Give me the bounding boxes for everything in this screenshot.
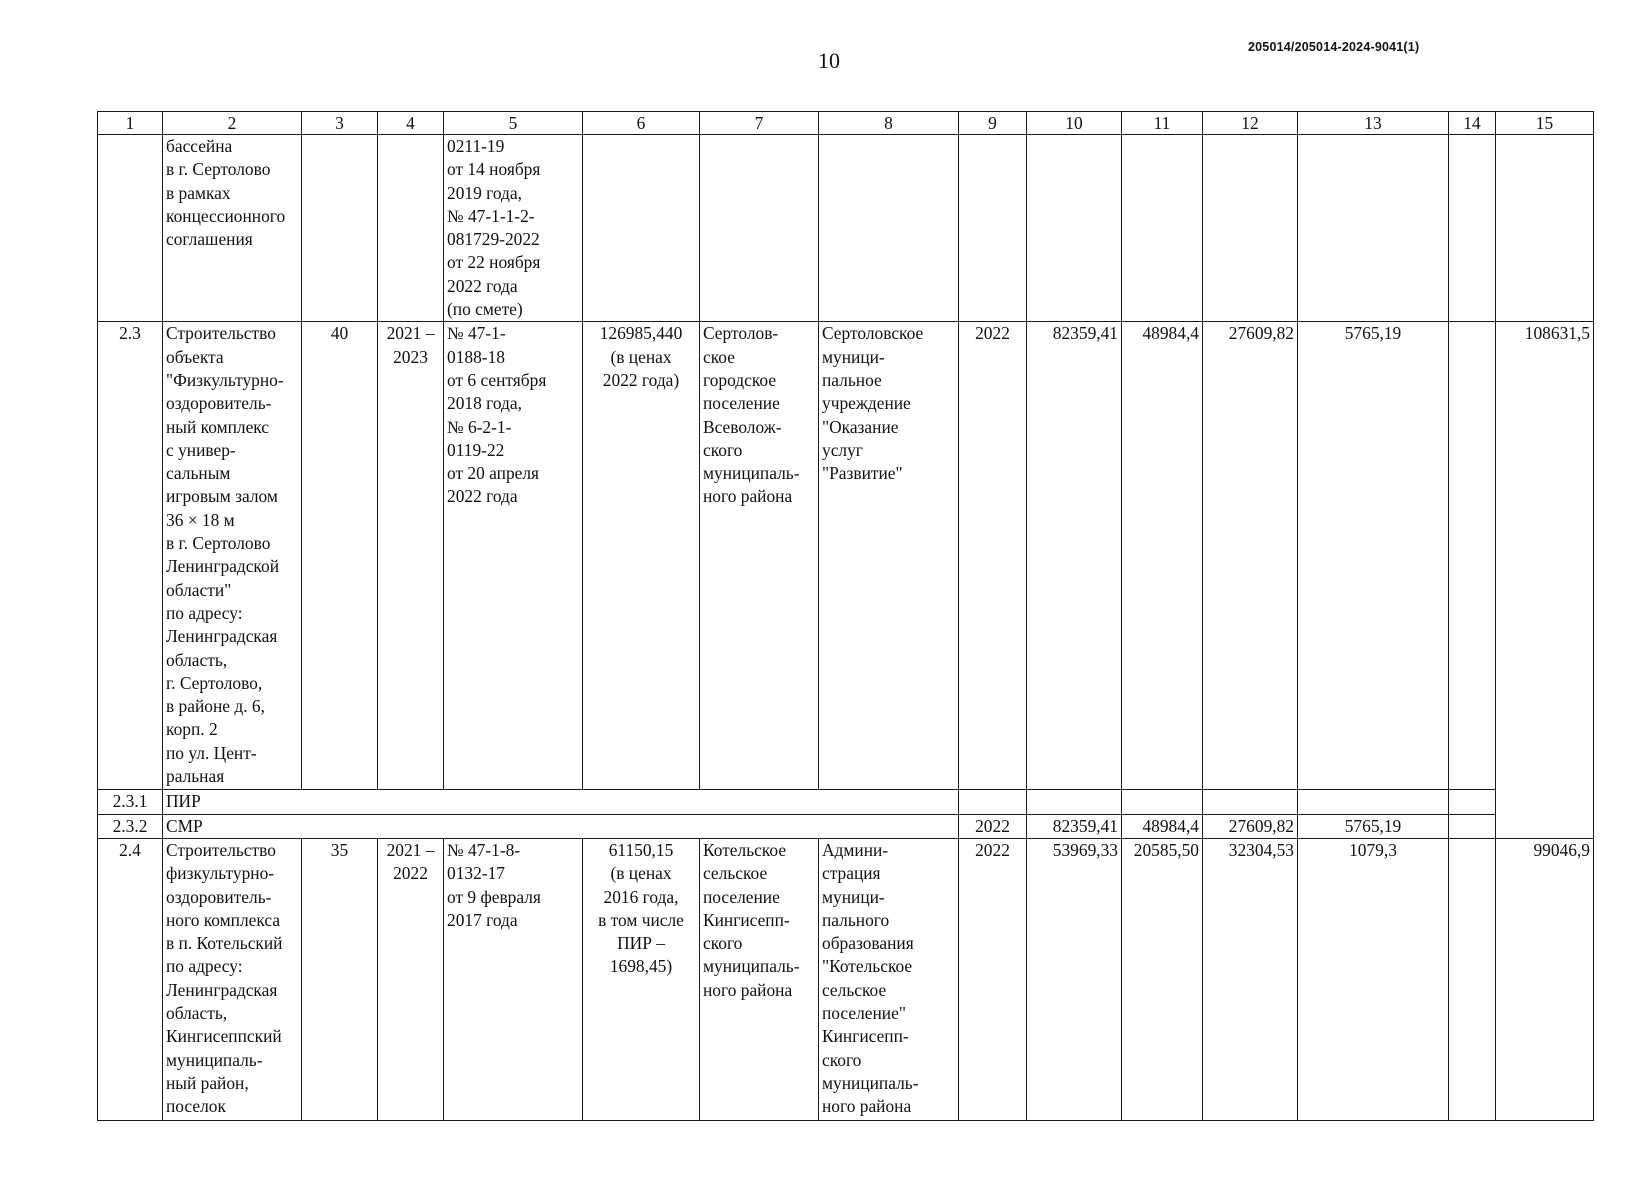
table-cell [819, 135, 959, 322]
column-header: 9 [959, 112, 1027, 135]
estimate-cost-cell: 61150,15 (в ценах 2016 года, в том числе ПИР – 1698,45) [583, 838, 700, 1120]
years-cell: 2021 – 2022 [378, 838, 444, 1120]
table-row-2-3-2 [98, 814, 1594, 838]
table-cell [378, 135, 444, 322]
column-header: 10 [1027, 112, 1122, 135]
year-cell: 2022 [959, 322, 1027, 790]
table-cell [1449, 814, 1496, 838]
object-name-cell: Строительство физкультурно- оздоровитель- ного комплекса в п. Котельский по адресу: Ленинградская область, Кингисеппский муниципаль- ный район, поселок [163, 838, 302, 1120]
table-row-2-3 [98, 322, 1594, 790]
total-cell: 99046,9 [1496, 838, 1594, 1120]
row-number-cell: 2.3.1 [98, 790, 163, 814]
estimate-cost-cell: 126985,440 (в ценах 2022 года) [583, 322, 700, 790]
stage-label-cell: СМР [163, 814, 959, 838]
table-row-continuation [98, 135, 1594, 322]
column-header: 6 [583, 112, 700, 135]
amount-cell: 53969,33 [1027, 838, 1122, 1120]
amount-cell: 48984,4 [1122, 322, 1203, 790]
column-header: 7 [700, 112, 819, 135]
row-number-cell: 2.3 [98, 322, 163, 790]
table-cell [1203, 790, 1298, 814]
capacity-cell: 40 [302, 322, 378, 790]
table-cell [1203, 135, 1298, 322]
document-id: 205014/205014-2024-9041(1) [1248, 40, 1420, 54]
expertise-cell: 0211-19 от 14 ноября 2019 года, № 47-1-1-2- 081729-2022 от 22 ноября 2022 года (по смете) [444, 135, 583, 322]
column-header: 14 [1449, 112, 1496, 135]
expertise-cell: № 47-1-8- 0132-17 от 9 февраля 2017 года [444, 838, 583, 1120]
table-cell [1122, 135, 1203, 322]
column-header: 4 [378, 112, 444, 135]
table-cell [1027, 135, 1122, 322]
total-cell: 108631,5 [1496, 322, 1594, 839]
table-row-2-4 [98, 838, 1594, 1120]
column-header: 11 [1122, 112, 1203, 135]
amount-cell: 5765,19 [1298, 814, 1449, 838]
row-number-cell: 2.4 [98, 838, 163, 1120]
table-cell [1449, 135, 1496, 322]
table-cell [700, 135, 819, 322]
expertise-cell: № 47-1- 0188-18 от 6 сентября 2018 года, № 6-2-1- 0119-22 от 20 апреля 2022 года [444, 322, 583, 790]
amount-cell: 82359,41 [1027, 322, 1122, 790]
table-cell [1027, 790, 1122, 814]
stage-label-cell: ПИР [163, 790, 959, 814]
table-cell [959, 790, 1027, 814]
table-cell [1449, 790, 1496, 814]
row-number-cell: 2.3.2 [98, 814, 163, 838]
table-cell [1298, 790, 1449, 814]
page-number: 10 [818, 48, 840, 73]
amount-cell [1449, 322, 1496, 790]
table-cell [302, 135, 378, 322]
column-header: 12 [1203, 112, 1298, 135]
capacity-cell: 35 [302, 838, 378, 1120]
year-cell: 2022 [959, 838, 1027, 1120]
table-cell [98, 135, 163, 322]
municipality-cell: Сертолов- ское городское поселение Всеволож- ского муниципаль- ного района [700, 322, 819, 790]
column-number-row [98, 112, 1594, 135]
amount-cell [1449, 838, 1496, 1120]
amount-cell: 82359,41 [1027, 814, 1122, 838]
table-cell [1122, 790, 1203, 814]
years-cell: 2021 – 2023 [378, 322, 444, 790]
customer-cell: Админи- страция муници- пального образования "Котельское сельское поселение" Кингисепп- ского муниципаль- ного района [819, 838, 959, 1120]
column-header: 5 [444, 112, 583, 135]
table-cell [1298, 135, 1449, 322]
table-cell [583, 135, 700, 322]
column-header: 1 [98, 112, 163, 135]
column-header: 13 [1298, 112, 1449, 135]
object-name-cell: бассейна в г. Сертолово в рамках концессионного соглашения [163, 135, 302, 322]
amount-cell: 1079,3 [1298, 838, 1449, 1120]
column-header: 15 [1496, 112, 1594, 135]
amount-cell: 27609,82 [1203, 322, 1298, 790]
table-cell [1496, 135, 1594, 322]
table-row-2-3-1 [98, 790, 1594, 814]
column-header: 2 [163, 112, 302, 135]
customer-cell: Сертоловское муници- пальное учреждение "Оказание услуг "Развитие" [819, 322, 959, 790]
amount-cell: 48984,4 [1122, 814, 1203, 838]
amount-cell: 27609,82 [1203, 814, 1298, 838]
column-header: 8 [819, 112, 959, 135]
amount-cell: 32304,53 [1203, 838, 1298, 1120]
data-table [97, 111, 1594, 1121]
municipality-cell: Котельское сельское поселение Кингисепп- ского муниципаль- ного района [700, 838, 819, 1120]
year-cell: 2022 [959, 814, 1027, 838]
column-header: 3 [302, 112, 378, 135]
table-cell [959, 135, 1027, 322]
amount-cell: 5765,19 [1298, 322, 1449, 790]
amount-cell: 20585,50 [1122, 838, 1203, 1120]
object-name-cell: Строительство объекта "Физкультурно- оздоровитель- ный комплекс с универ- сальным игровым залом 36 × 18 м в г. Сертолово Ленинградской области" по адресу: Ленинградская область, г. Сертолово, в районе д. 6, корп. 2 по ул. Цент- ральная [163, 322, 302, 790]
